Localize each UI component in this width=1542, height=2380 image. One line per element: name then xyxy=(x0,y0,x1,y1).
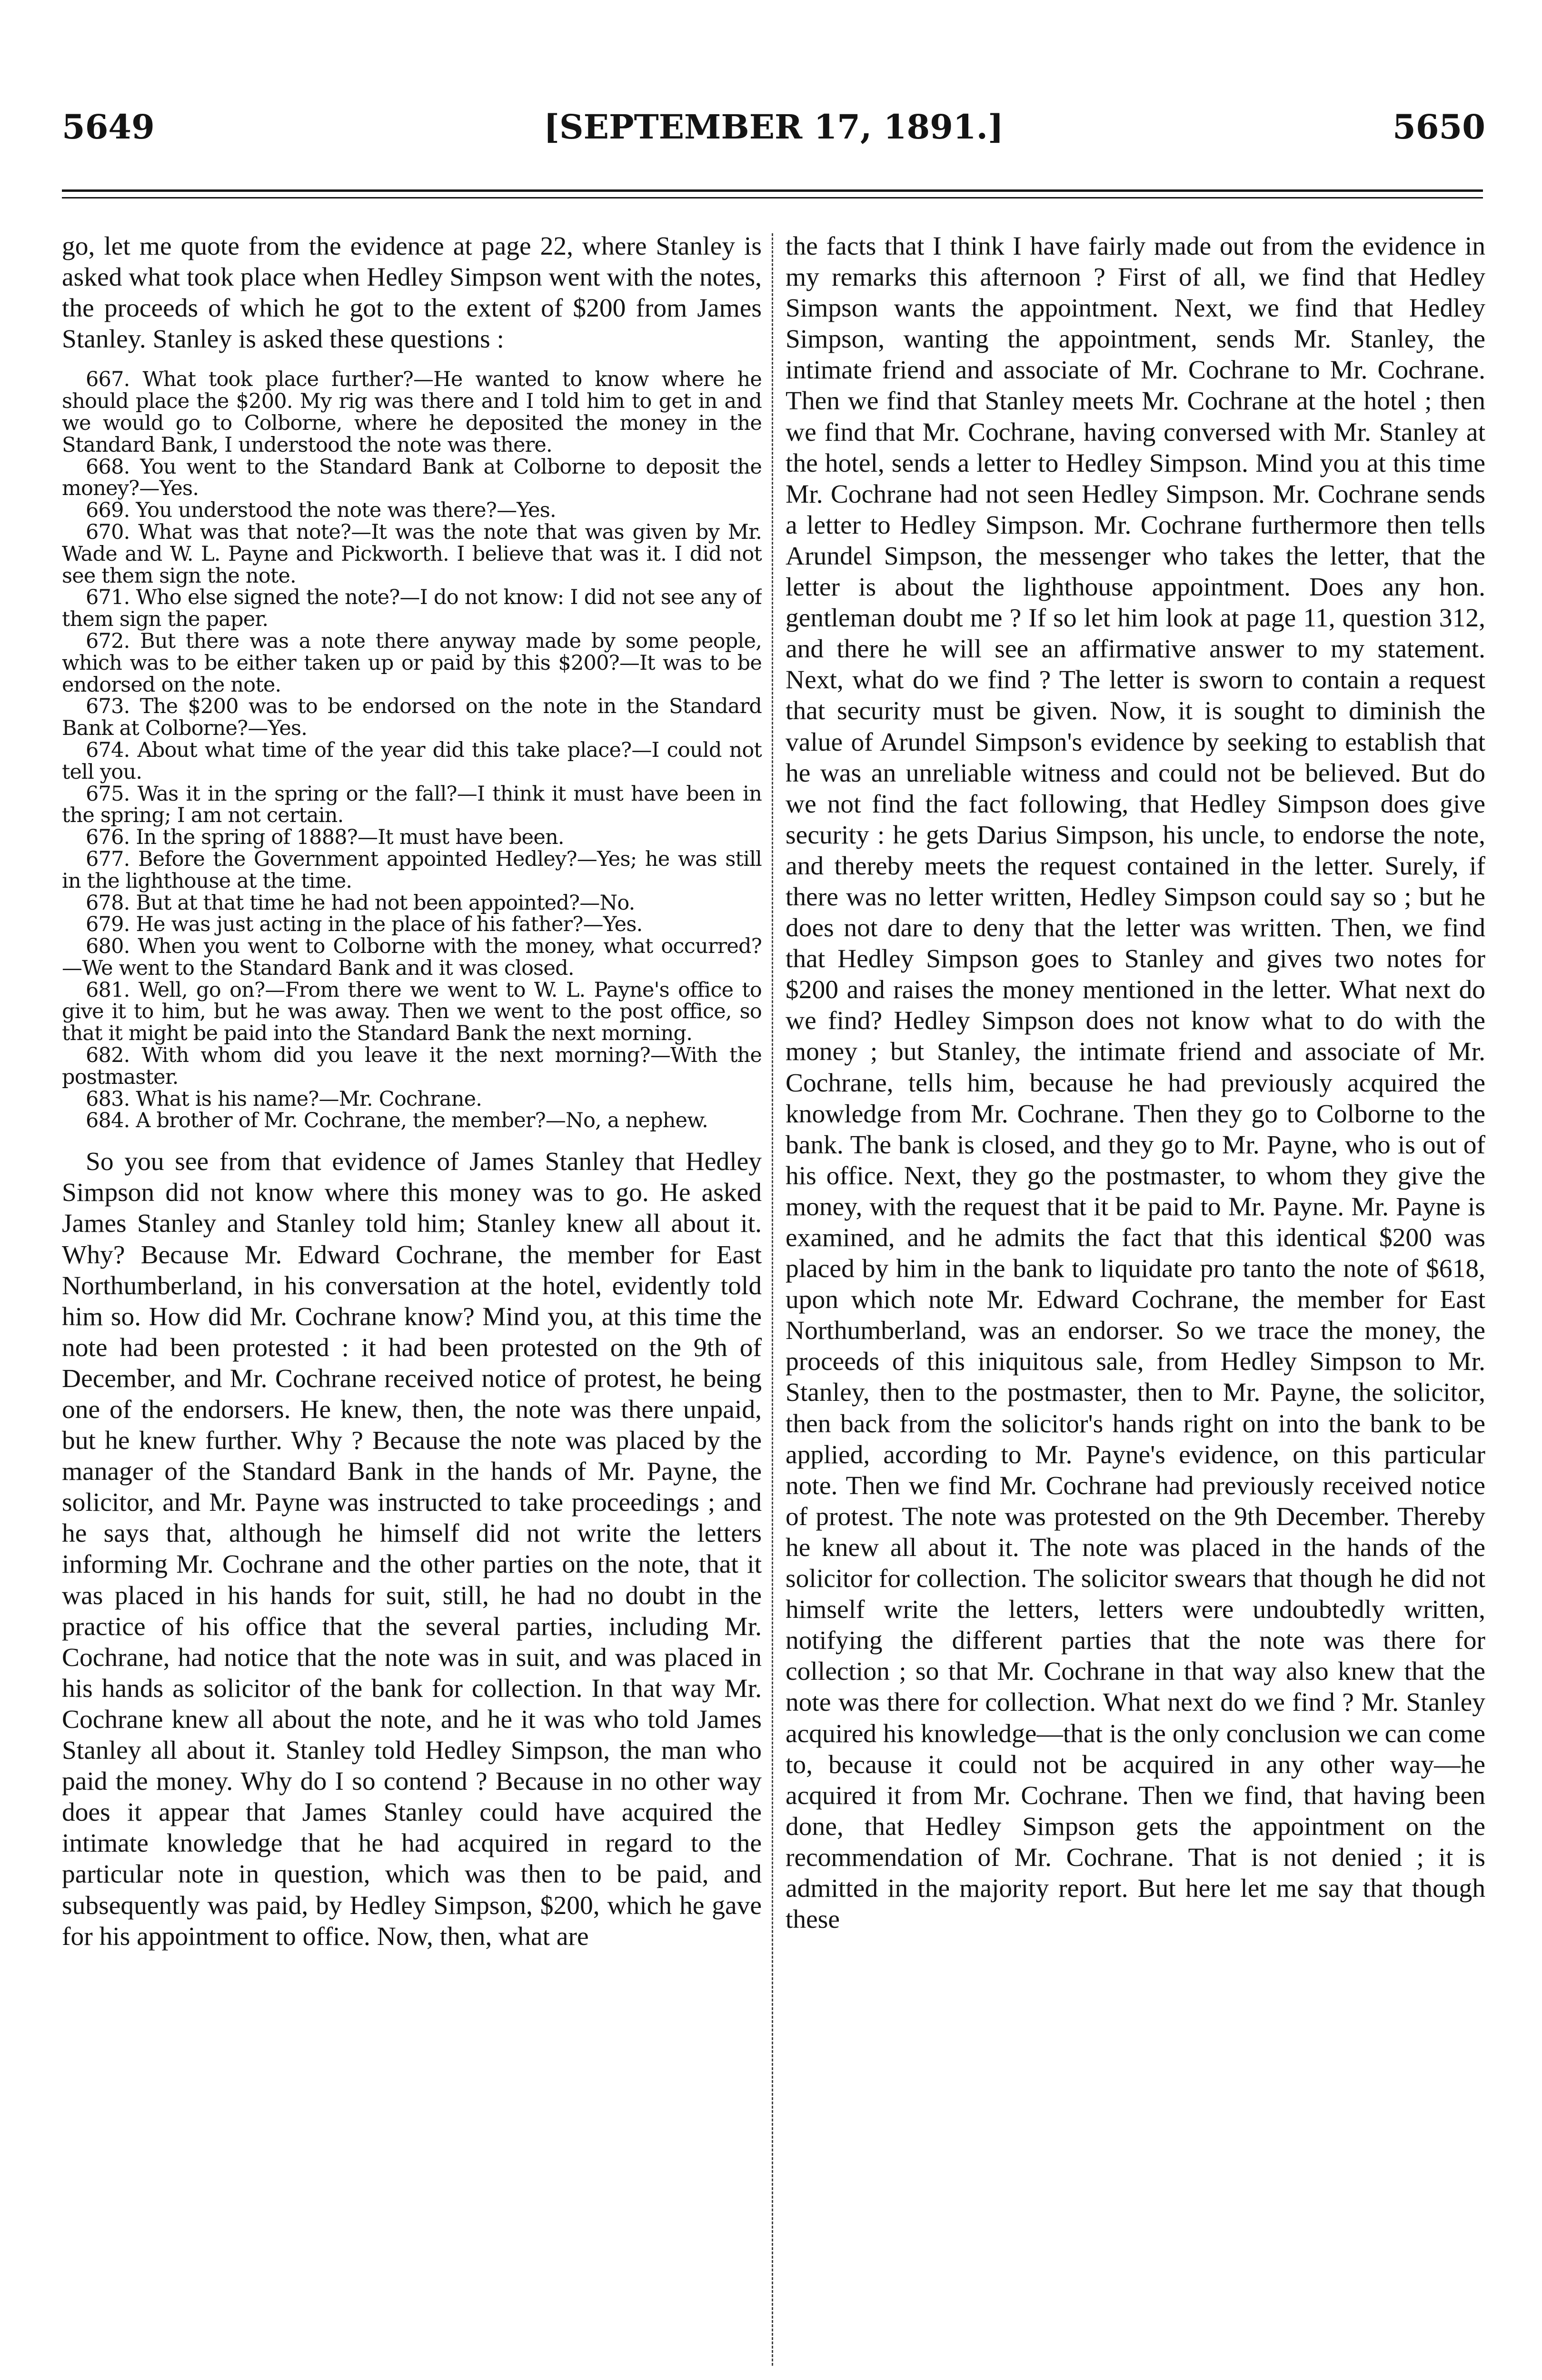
question-669: 669. You understood the note was there?—Yes. xyxy=(86,498,556,523)
question-684: 684. A brother of Mr. Cochrane, the member?—No, a nephew. xyxy=(86,1109,708,1133)
question-683: 683. What is his name?—Mr. Cochrane. xyxy=(86,1087,482,1111)
left-column xyxy=(62,231,762,2368)
closing-paragraph: So you see from that evidence of James Stanley that Hedley Simpson did not know where this money was to go. He asked James Stanley and Stanley told him; Stanley knew all about it. Why? Because Mr. Edward Cochrane, the member for East Northumberland, in his conversation at the hotel, evidently told him so. How did Mr. Cochrane know? Mind you, at this time the note had been protested : it had been protested on the 9th of December, and Mr. Cochrane received notice of protest, he being one of the endorsers. He knew, then, the note was there unpaid, but he knew further. Why ? Because the note was placed by the manager of the Standard Bank in the hands of Mr. Payne, the solicitor, and Mr. Payne was instructed to take proceedings ; and he says that, although he himself did not write the letters informing Mr. Cochrane and the other parties on the note, that it was placed in his hands for suit, still, he had no doubt in the practice of his office that the several parties, including Mr. Cochrane, had notice that the note was in suit, and was placed in his hands as solicitor of the bank for collection. In that way Mr. Cochrane knew all about the note, and he it was who told James Stanley all about it. Stanley told Hedley Simpson, the man who paid the money. Why do I so contend ? Because in no other way does it appear that James Stanley could have acquired the intimate knowledge that he had acquired in regard to the particular note in question, which was then to be paid, and subsequently was paid, by Hedley Simpson, $200, which he gave for his appointment to office. Now, then, what are xyxy=(62,1147,762,1951)
evidence-questions xyxy=(62,369,762,1132)
question-676: 676. In the spring of 1888?—It must have been. xyxy=(86,825,564,850)
question-672: 672. But there was a note there anyway made by some people, which was to be either taken up or paid by this $200?—It was to be endorsed on the note. xyxy=(62,629,762,697)
question-681: 681. Well, go on?—From there we went to W. L. Payne's office to give it to him, but he was away. Then we went to the post office, so that it might be paid into the Standard Bank the next morning. xyxy=(62,978,762,1046)
question-674: 674. About what time of the year did this take place?—I could not tell you. xyxy=(62,738,762,784)
question-682: 682. With whom did you leave it the next morning?—With the postmaster. xyxy=(62,1043,762,1089)
question-671: 671. Who else signed the note?—I do not know: I did not see any of them sign the paper. xyxy=(62,585,762,632)
question-678: 678. But at that time he had not been appointed?—No. xyxy=(86,891,635,915)
page-header xyxy=(62,107,1485,164)
question-673: 673. The $200 was to be endorsed on the note in the Standard Bank at Colborne?—Yes. xyxy=(62,694,762,741)
right-page-number: 5650 xyxy=(1393,107,1485,147)
question-670: 670. What was that note?—It was the note that was given by Mr. Wade and W. L. Payne and Pickworth. I believe that was it. I did not see them sign the note. xyxy=(62,520,762,588)
question-679: 679. He was just acting in the place of his father?—Yes. xyxy=(86,912,643,937)
question-668: 668. You went to the Standard Bank at Colborne to deposit the money?—Yes. xyxy=(62,455,762,501)
right-column xyxy=(786,231,1485,2368)
left-page-number: 5649 xyxy=(62,107,155,147)
header-rule-thick xyxy=(62,189,1483,192)
question-680: 680. When you went to Colborne with the money, what occurred?—We went to the Standard Bank and it was closed. xyxy=(62,934,762,980)
header-rule-thin xyxy=(62,197,1483,198)
right-column-paragraph: the facts that I think I have fairly made out from the evidence in my remarks this afternoon ? First of all, we find that Hedley Simpson wants the appointment. Next, we find that Hedley Simpson, wanting the appointment, sends Mr. Stanley, the intimate friend and associate of Mr. Cochrane to Mr. Cochrane. Then we find that Stanley meets Mr. Cochrane at the hotel ; then we find that Mr. Cochrane, having conversed with Mr. Stanley at the hotel, sends a letter to Hedley Simpson. Mind you at this time Mr. Cochrane had not seen Hedley Simpson. Mr. Cochrane sends a letter to Hedley Simpson. Mr. Cochrane furthermore then tells Arundel Simpson, the messenger who takes the letter, that the letter is about the lighthouse appointment. Does any hon. gentleman doubt me ? If so let him look at page 11, question 312, and there he will see an affirmative answer to my statement. Next, what do we find ? The letter is sworn to contain a request that security must be given. Now, it is sought to diminish the value of Arundel Simpson's evidence by seeking to establish that he was an unreliable witness and could not be believed. But do we not find the fact following, that Hedley Simpson does give security : he gets Darius Simpson, his uncle, to endorse the note, and thereby meets the request contained in the letter. Surely, if there was no letter written, Hedley Simpson could say so ; but he does not dare to deny that the letter was written. Then, we find that Hedley Simpson goes to Stanley and gives two notes for $200 and raises the money mentioned in the letter. What next do we find? Hedley Simpson does not know what to do with the money ; but Stanley, the intimate friend and associate of Mr. Cochrane, tells him, because he had previously acquired the knowledge from Mr. Cochrane. Then they go to Colborne to the bank. The bank is closed, and they go to Mr. Payne, who is out of his office. Next, they go the postmaster, to whom they give the money, with the request that it be paid to Mr. Payne. Mr. Payne is examined, and he admits the fact that this identical $200 was placed by him in the bank to liquidate pro tanto the note of $618, upon which note Mr. Edward Cochrane, the member for East Northumberland, was an endorser. So we trace the money, the proceeds of this iniquitous sale, from Hedley Simpson to Mr. Stanley, then to the postmaster, then to Mr. Payne, the solicitor, then back from the solicitor's hands right on into the bank to be applied, according to Mr. Payne's evidence, on this particular note. Then we find Mr. Cochrane had previously received notice of protest. The note was protested on the 9th December. Thereby he knew all about it. The note was placed in the hands of the solicitor for collection. The solicitor swears that though he did not himself write the letters, letters were undoubtedly written, notifying the different parties that the note was there for collection ; so that Mr. Cochrane in that way also knew that the note was there for collection. What next do we find ? Mr. Stanley acquired his knowledge—that is the only conclusion we can come to, because it could not be acquired in any other way—he acquired it from Mr. Cochrane. Then we find, that having been done, that Hedley Simpson gets the appointment on the recommendation of Mr. Cochrane. That is not denied ; it is admitted in the majority report. But here let me say that though these xyxy=(786,232,1485,1934)
question-667: 667. What took place further?—He wanted to know where he should place the $200. My rig was there and I told him to get in and we would go to Colborne, where he deposited the money in the Standard Bank, I understood the note was there. xyxy=(62,367,762,457)
question-675: 675. Was it in the spring or the fall?—I think it must have been in the spring; I am not certain. xyxy=(62,782,762,828)
question-677: 677. Before the Government appointed Hedley?—Yes; he was still in the lighthouse at the time. xyxy=(62,847,762,893)
intro-paragraph: go, let me quote from the evidence at page 22, where Stanley is asked what took place when Hedley Simpson went with the notes, the proceeds of which he got to the extent of $200 from James Stanley. Stanley is asked these questions : xyxy=(62,232,762,354)
column-divider xyxy=(772,233,773,2366)
header-date: [SEPTEMBER 17, 1891.] xyxy=(543,107,1004,147)
